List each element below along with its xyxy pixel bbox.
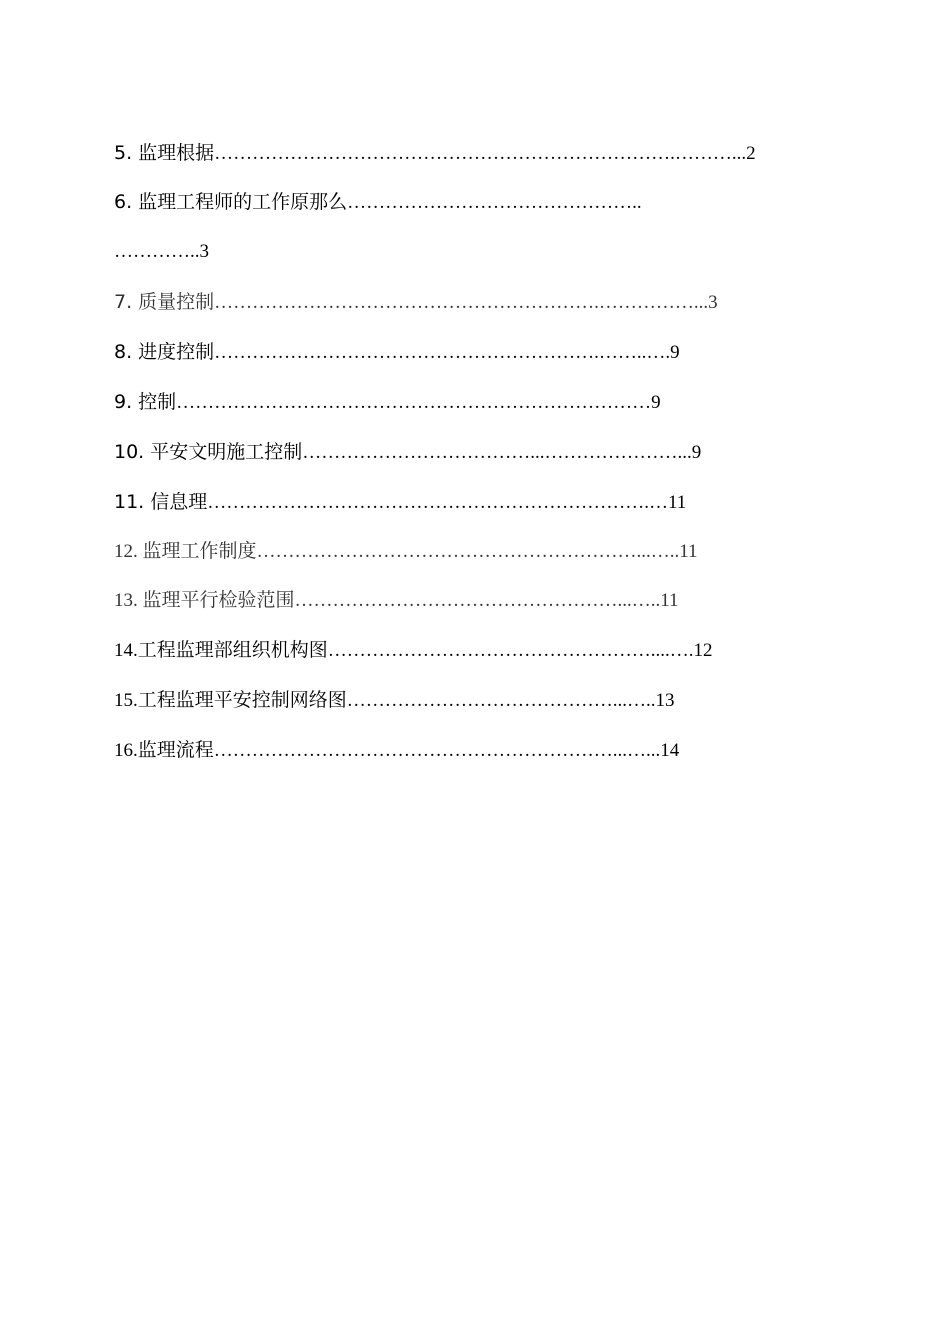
toc-entry-label: 15.工程监理平安控制网络图 — [114, 690, 347, 711]
toc-entry-8 — [114, 340, 680, 365]
toc-entry-leader: ………………………………………………………...….. — [213, 740, 656, 761]
toc-entry-page: 9 — [670, 342, 680, 363]
toc-entry-leader: …………………………………………………….…………….. — [214, 292, 704, 313]
toc-entry-label: 7. 质量控制 — [114, 291, 215, 313]
toc-entry-9 — [114, 390, 661, 415]
toc-entry-page: 9 — [651, 392, 661, 413]
toc-entry-label: 8. 进度控制 — [114, 341, 215, 363]
toc-entry-label: 5. 监理根据 — [114, 142, 215, 164]
toc-entry-leader: ……………………………………………....… — [327, 640, 689, 661]
toc-entry-leader: ……………………………………………………………….………. — [214, 143, 737, 164]
toc-entry-leader: ………….. — [114, 241, 200, 262]
toc-entry-16 — [114, 739, 679, 763]
toc-entry-leader: ……………………………………….. — [347, 192, 642, 213]
toc-entry-10 — [114, 440, 701, 465]
toc-entry-leader: …………………………………………………….……..…. — [214, 342, 671, 363]
toc-entry-page: ..13 — [646, 690, 675, 711]
toc-entry-label: 11. 信息理 — [114, 491, 208, 513]
toc-entry-page: .12 — [688, 640, 713, 661]
toc-entry-label: 14.工程监理部组织机构图 — [114, 640, 328, 661]
toc-entry-6 — [114, 190, 642, 215]
toc-entry-label: 16.监理流程 — [114, 740, 214, 761]
toc-entry-leader: ……………………………………...… — [346, 690, 647, 711]
toc-entry-label: 12. 监理工作制度 — [114, 541, 257, 562]
toc-entry-label: 13. 监理平行检验范围 — [114, 590, 295, 611]
toc-entry-leader: ……………………………………………………...….. — [256, 541, 680, 562]
toc-entry-5 — [114, 141, 756, 166]
toc-entry-page: ..2 — [736, 143, 756, 164]
toc-entry-7 — [114, 290, 718, 315]
toc-entry-leader: ………………………………………………………………… — [176, 392, 652, 413]
toc-entry-leader: ………………………………...………………….. — [302, 442, 688, 463]
toc-entry-label: 6. 监理工程师的工作原那么 — [114, 191, 348, 213]
toc-entry-label: 10. 平安文明施工控制 — [114, 441, 303, 463]
toc-entry-page: 11 — [668, 492, 687, 513]
toc-entry-11 — [114, 490, 686, 515]
toc-entry-6-continued — [114, 240, 209, 264]
toc-entry-page: .11 — [655, 590, 679, 611]
toc-entry-leader: ……………………………………………...…. — [294, 590, 656, 611]
toc-entry-label: 9. 控制 — [114, 391, 177, 413]
toc-entry-page: .14 — [655, 740, 680, 761]
toc-entry-page: .9 — [687, 442, 702, 463]
toc-entry-page: .3 — [703, 292, 718, 313]
toc-entry-15 — [114, 689, 675, 713]
toc-entry-page: 3 — [199, 241, 209, 262]
toc-entry-13 — [114, 589, 679, 613]
toc-entry-page: 11 — [679, 541, 698, 562]
toc-entry-12 — [114, 540, 698, 564]
toc-entry-leader: …………………………………………………………….… — [207, 492, 669, 513]
toc-entry-14 — [114, 639, 713, 663]
